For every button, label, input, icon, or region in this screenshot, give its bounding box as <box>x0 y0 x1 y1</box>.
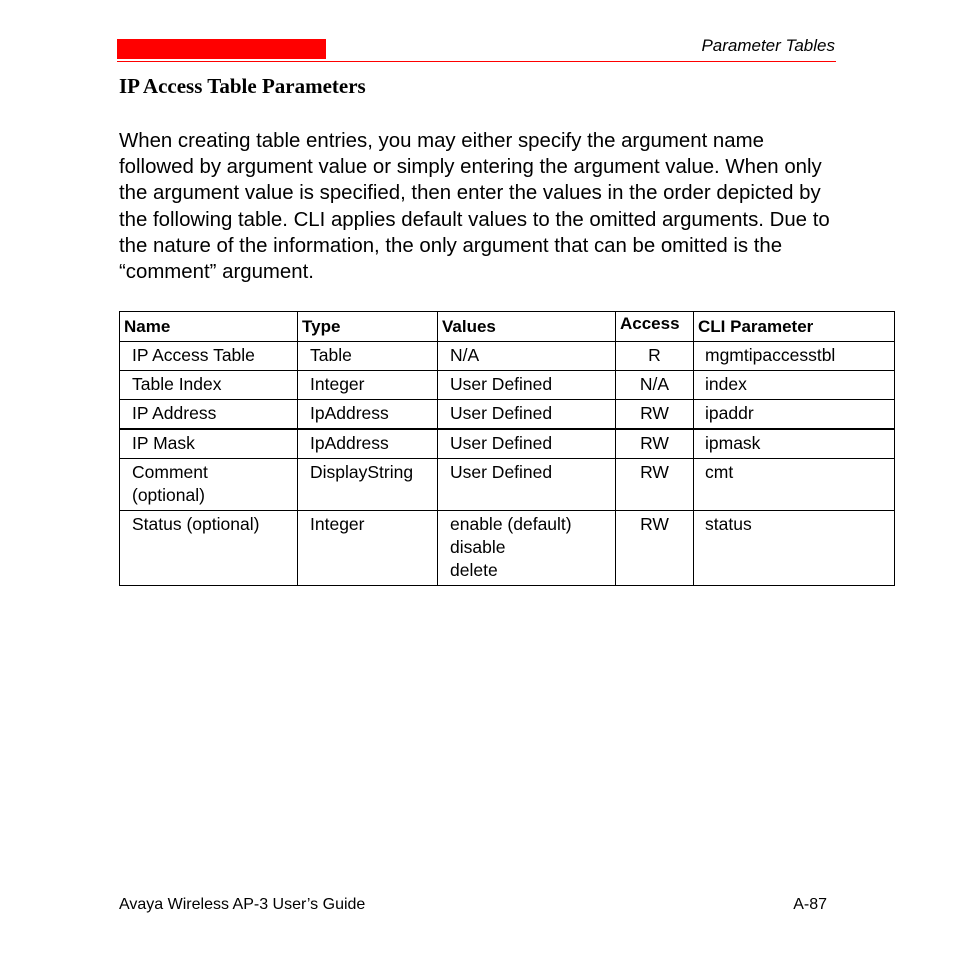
cell-name <box>120 371 298 400</box>
parameter-table <box>119 311 895 586</box>
cell-name <box>120 459 298 511</box>
column-header-access: Access <box>616 312 694 342</box>
cell-name-line: IP Address <box>132 403 217 423</box>
cell-values-line: User Defined <box>450 403 553 423</box>
column-header-values: Values <box>438 312 616 342</box>
column-header-type: Type <box>298 312 438 342</box>
cell-cli-parameter: status <box>694 511 895 586</box>
cell-access: RW <box>616 400 694 430</box>
cell-access: R <box>616 342 694 371</box>
table-row <box>120 371 895 400</box>
cell-values <box>438 342 616 371</box>
cell-values <box>438 459 616 511</box>
column-header-name: Name <box>120 312 298 342</box>
cell-values-line: disable <box>450 537 506 557</box>
cell-name <box>120 511 298 586</box>
table-row <box>120 342 895 371</box>
cell-values <box>438 371 616 400</box>
cell-type: Table <box>298 342 438 371</box>
cell-values-line: User Defined <box>450 462 553 482</box>
cell-type: IpAddress <box>298 400 438 430</box>
cell-name-line: Table Index <box>132 374 222 394</box>
cell-values-line: N/A <box>450 345 480 365</box>
cell-access: RW <box>616 429 694 459</box>
cell-name-line: IP Mask <box>132 433 195 453</box>
cell-type: Integer <box>298 511 438 586</box>
table-row <box>120 429 895 459</box>
cell-type: Integer <box>298 371 438 400</box>
cell-values <box>438 511 616 586</box>
table-row <box>120 400 895 430</box>
cell-name <box>120 429 298 459</box>
cell-cli-parameter: cmt <box>694 459 895 511</box>
cell-values-line: User Defined <box>450 433 553 453</box>
cell-name <box>120 342 298 371</box>
cell-values-line: enable (default) <box>450 514 572 534</box>
cell-cli-parameter: ipaddr <box>694 400 895 430</box>
cell-access: RW <box>616 459 694 511</box>
cell-name-line: Status (optional) <box>132 514 260 534</box>
cell-name-line: IP Access Table <box>132 345 255 365</box>
header-accent-bar <box>117 39 326 59</box>
section-title: IP Access Table Parameters <box>119 74 366 98</box>
header-rule <box>117 61 836 62</box>
cell-access: N/A <box>616 371 694 400</box>
table-row <box>120 511 895 586</box>
cell-access: RW <box>616 511 694 586</box>
cell-cli-parameter: mgmtipaccesstbl <box>694 342 895 371</box>
cell-cli-parameter: ipmask <box>694 429 895 459</box>
intro-paragraph: When creating table entries, you may either specify the argument name followed by argument value or simply entering the argument value. When only the argument value is specified, then enter the values in the order depicted by the following table. CLI applies default values to the omitted arguments. Due to the nature of the information, the only argument that can be omitted is the “comment” argument. <box>119 130 830 284</box>
cell-values-line: delete <box>450 560 498 580</box>
footer-guide-title: Avaya Wireless AP-3 User’s Guide <box>119 896 366 913</box>
cell-name-line: Comment <box>132 462 208 482</box>
cell-cli-parameter: index <box>694 371 895 400</box>
cell-name-line: (optional) <box>132 485 205 505</box>
table-header-row <box>120 312 895 342</box>
cell-name <box>120 400 298 430</box>
footer-page-number: A-87 <box>793 896 827 913</box>
cell-type: IpAddress <box>298 429 438 459</box>
column-header-cli-parameter: CLI Parameter <box>694 312 895 342</box>
cell-values <box>438 400 616 430</box>
cell-values-line: User Defined <box>450 374 553 394</box>
cell-values <box>438 429 616 459</box>
cell-type: DisplayString <box>298 459 438 511</box>
table-row <box>120 459 895 511</box>
running-header-title: Parameter Tables <box>701 36 835 55</box>
